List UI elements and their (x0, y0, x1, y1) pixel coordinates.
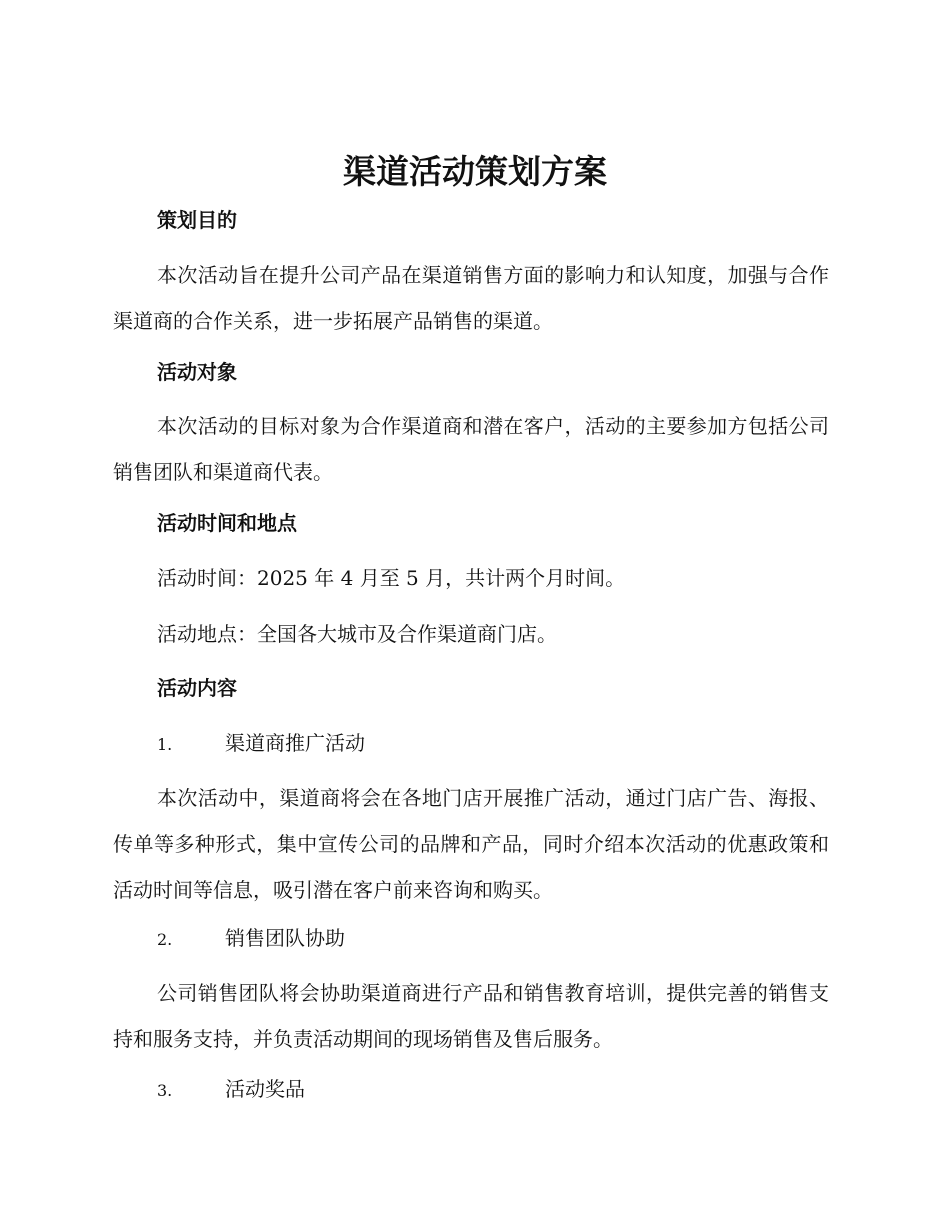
section-heading-audience: 活动对象 (157, 360, 237, 384)
list-item-label: 销售团队协助 (225, 926, 345, 950)
paragraph-audience: 本次活动的目标对象为合作渠道商和潜在客户，活动的主要参加方包括公司销售团队和渠道商代表。 (113, 414, 829, 484)
paragraph-item-1: 本次活动中，渠道商将会在各地门店开展推广活动，通过门店广告、海报、传单等多种形式，集中宣传公司的品牌和产品，同时介绍本次活动的优惠政策和活动时间等信息，吸引潜在客户前来咨询和购买。 (113, 786, 829, 902)
section-heading-purpose: 策划目的 (157, 208, 237, 232)
list-item-number: 3. (157, 1081, 173, 1100)
list-item-number: 1. (157, 735, 173, 754)
list-item-label: 活动奖品 (225, 1077, 305, 1101)
list-item-3 (157, 1074, 305, 1106)
list-item-label: 渠道商推广活动 (225, 731, 365, 755)
paragraph-item-2: 公司销售团队将会协助渠道商进行产品和销售教育培训，提供完善的销售支持和服务支持，并负责活动期间的现场销售及售后服务。 (113, 981, 829, 1051)
section-heading-content: 活动内容 (157, 676, 237, 700)
list-item-1 (157, 728, 365, 760)
activity-time-line: 活动时间：2025 年 4 月至 5 月，共计两个月时间。 (157, 566, 626, 590)
activity-place-line: 活动地点：全国各大城市及合作渠道商门店。 (157, 622, 557, 646)
section-heading-time-place: 活动时间和地点 (157, 511, 297, 535)
document-title: 渠道活动策划方案 (343, 152, 607, 191)
list-item-number: 2. (157, 930, 173, 949)
paragraph-purpose: 本次活动旨在提升公司产品在渠道销售方面的影响力和认知度，加强与合作渠道商的合作关系，进一步拓展产品销售的渠道。 (113, 263, 829, 333)
list-item-2 (157, 923, 345, 955)
